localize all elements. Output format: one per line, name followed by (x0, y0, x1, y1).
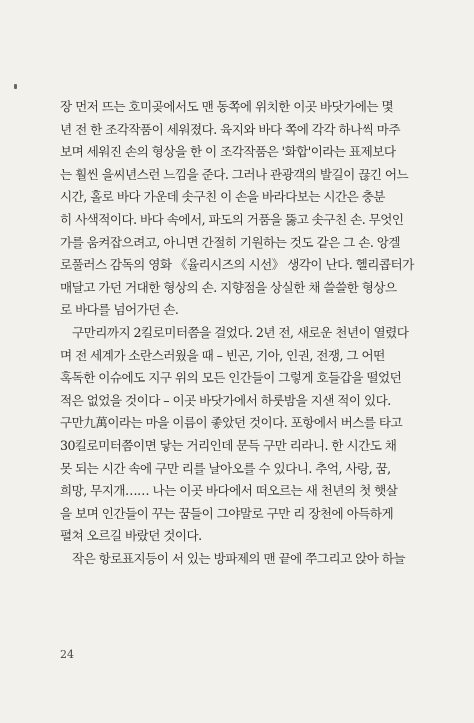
text-line: 적은 없었을 것이다 – 이곳 바닷가에서 하룻밤을 지샌 적이 있다. (60, 392, 391, 408)
text-line: 매달고 가던 거대한 형상의 손. 지향점을 상실한 채 쓸쓸한 형상으 (60, 279, 397, 295)
text-line: 작은 항로표지등이 서 있는 방파제의 맨 끝에 쭈그리고 앉아 하늘 (72, 550, 406, 566)
text-line: 년 전 한 조각작품이 세워졌다. 육지와 바다 쪽에 각각 하나씩 마주 (60, 121, 400, 137)
text-line: 펼쳐 오르길 바랐던 것이다. (60, 528, 202, 544)
text-line: 구만리까지 2킬로미터쯤을 걸었다. 2년 전, 새로운 천년이 열렸다 (72, 324, 409, 340)
text-line: 며 전 세계가 소란스러웠을 때 – 빈곤, 기아, 인권, 전쟁, 그 어떤 (60, 347, 385, 363)
margin-mark (14, 84, 17, 89)
text-line: 는 훨씬 을씨년스런 느낌을 준다. 그러나 관광객의 발길이 끊긴 어느 (60, 166, 409, 182)
text-line: 히 사색적이다. 바다 속에서, 파도의 거품을 뚫고 솟구친 손. 무엇인 (60, 211, 404, 227)
text-line: 로 바다를 넘어가던 손. (60, 302, 179, 318)
body-text (60, 96, 422, 570)
text-line: 시간, 홀로 바다 가운데 솟구친 이 손을 바라다보는 시간은 충분 (60, 189, 385, 205)
text-line: 구만九萬이라는 마을 이름이 좋았던 것이다. 포항에서 버스를 타고 (60, 415, 403, 431)
text-line: 희망, 무지개…… 나는 이곳 바다에서 떠오르는 새 천년의 첫 햇살 (60, 483, 398, 499)
text-line: 을 보며 인간들이 꾸는 꿈들이 그야말로 구만 리 장천에 아득하게 (60, 505, 394, 521)
text-line: 못 되는 시간 속에 구만 리를 날아오를 수 있다니. 추억, 사랑, 꿈, (60, 460, 391, 476)
text-line: 혹독한 이슈에도 지구 위의 모든 인간들이 그렇게 호들갑을 떨었던 (60, 370, 402, 386)
text-line: 가를 움켜잡으려고, 아니면 간절히 기원하는 것도 같은 그 손. 앙겔 (60, 234, 400, 250)
text-line: 로풀러스 감독의 영화 《율리시즈의 시선》 생각이 난다. 헬리콥터가 (60, 257, 414, 273)
text-line: 보며 세워진 손의 형상을 한 이 조각작품은 '화합'이라는 표제보다 (60, 144, 396, 160)
text-line: 장 먼저 뜨는 호미곶에서도 맨 동쪽에 위치한 이곳 바닷가에는 몇 (60, 99, 394, 114)
page-number: 24 (60, 648, 74, 661)
text-line: 30킬로미터쯤이면 닿는 거리인데 문득 구만 리라니. 한 시간도 채 (60, 437, 397, 453)
